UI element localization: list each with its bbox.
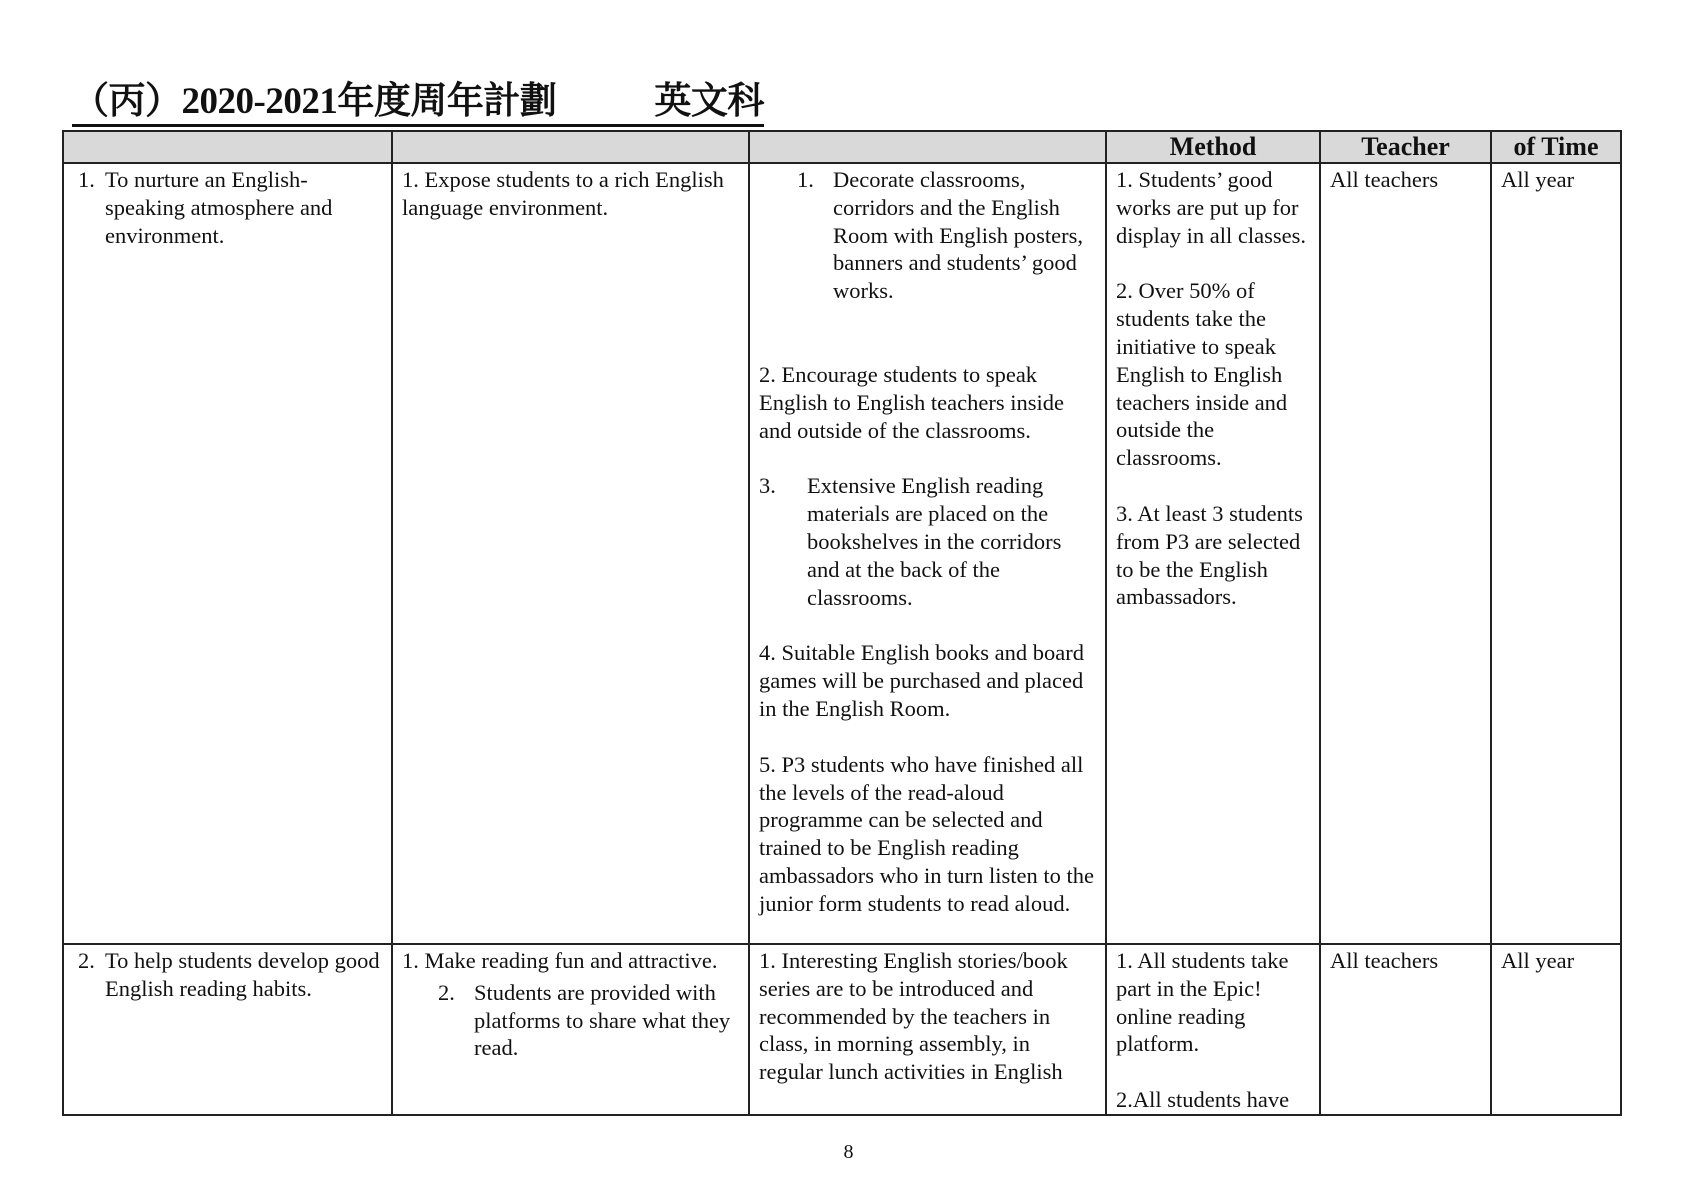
title-subject: 英文科 <box>654 81 764 122</box>
header-time: of Time <box>1491 131 1621 163</box>
tasks-cell <box>749 944 1106 1115</box>
method-item: 2. Over 50% of students take the initiative to speak English to English teachers inside and outside the classrooms. <box>1116 278 1288 471</box>
task-item: Extensive English reading materials are placed on the bookshelves in the corridors and at the back of the classrooms. <box>807 473 1062 610</box>
task-item: 2. Encourage students to speak English to English teachers inside and outside of the classrooms. <box>759 361 1064 443</box>
header-teacher: Teacher <box>1320 131 1491 163</box>
header-target <box>63 131 392 163</box>
method-item: 2.All students have <box>1116 1087 1290 1113</box>
header-tasks <box>749 131 1106 163</box>
task-item: Decorate classrooms, corridors and the English Room with English posters, banners and students’ good works. <box>833 167 1084 304</box>
strategy-text: 1. Make reading fun and attractive. <box>402 948 718 973</box>
target-cell: 2. To help students develop good English reading habits. <box>63 944 392 1115</box>
table-row <box>63 163 1621 944</box>
annual-plan-table <box>62 130 1622 1116</box>
header-method: Method <box>1106 131 1320 163</box>
page-title <box>72 80 764 127</box>
table-row <box>63 944 1621 1115</box>
header-strategy <box>392 131 749 163</box>
method-item: 1. Students’ good works are put up for display in all classes. <box>1116 167 1306 248</box>
task-item: 5. P3 students who have finished all the levels of the read-aloud programme can be selected and trained to be English reading ambassadors who in turn listen to the junior form students to read aloud. <box>759 751 1094 916</box>
time-cell: All year <box>1491 944 1621 1115</box>
method-cell <box>1106 944 1320 1115</box>
target-cell: 1. To nurture an English-speaking atmosphere and environment. <box>63 163 392 944</box>
strategy-text: 1. Expose students to a rich English language environment. <box>402 167 724 220</box>
strategy-cell <box>392 163 749 944</box>
method-cell <box>1106 163 1320 944</box>
page-number: 8 <box>843 1141 854 1163</box>
method-item: 3. At least 3 students from P3 are selected to be the English ambassadors. <box>1116 500 1303 610</box>
table-header-row <box>63 131 1621 163</box>
title-year-plan: （丙）2020-2021年度周年計劃 <box>72 81 557 122</box>
teacher-cell: All teachers <box>1320 163 1491 944</box>
tasks-cell: 1. Decorate classrooms, corridors and the English Room with English posters, banners and students’ good works. 2. Encourage students to speak English to English teachers inside and outside of the classrooms. 3. Extensive English reading materials are placed on the bookshelves in the corridors and at the back of the classrooms. 4. Suitable English books and board games will be purchased and placed in the English Room. 5. P3 students who have finished all the levels of the read-aloud programme can be selected and trained to be English reading ambassadors who in turn listen to the junior form students to read aloud. <box>749 163 1106 944</box>
task-item: 4. Suitable English books and board games will be purchased and placed in the English Room. <box>759 640 1084 721</box>
strategy-text: Students are provided with platforms to share what they read. <box>474 979 731 1061</box>
task-item: 1. Interesting English stories/book series are to be introduced and recommended by the teachers in class, in morning assembly, in regular lunch activities in English <box>759 948 1068 1085</box>
target-text: To help students develop good English reading habits. <box>105 948 380 1001</box>
time-cell: All year <box>1491 163 1621 944</box>
teacher-cell: All teachers <box>1320 944 1491 1115</box>
target-text: To nurture an English-speaking atmosphere and environment. <box>105 167 333 248</box>
method-item: 1. All students take part in the Epic! online reading platform. <box>1116 948 1289 1057</box>
strategy-cell: 1. Make reading fun and attractive. 2. Students are provided with platforms to share what they read. <box>392 944 749 1115</box>
